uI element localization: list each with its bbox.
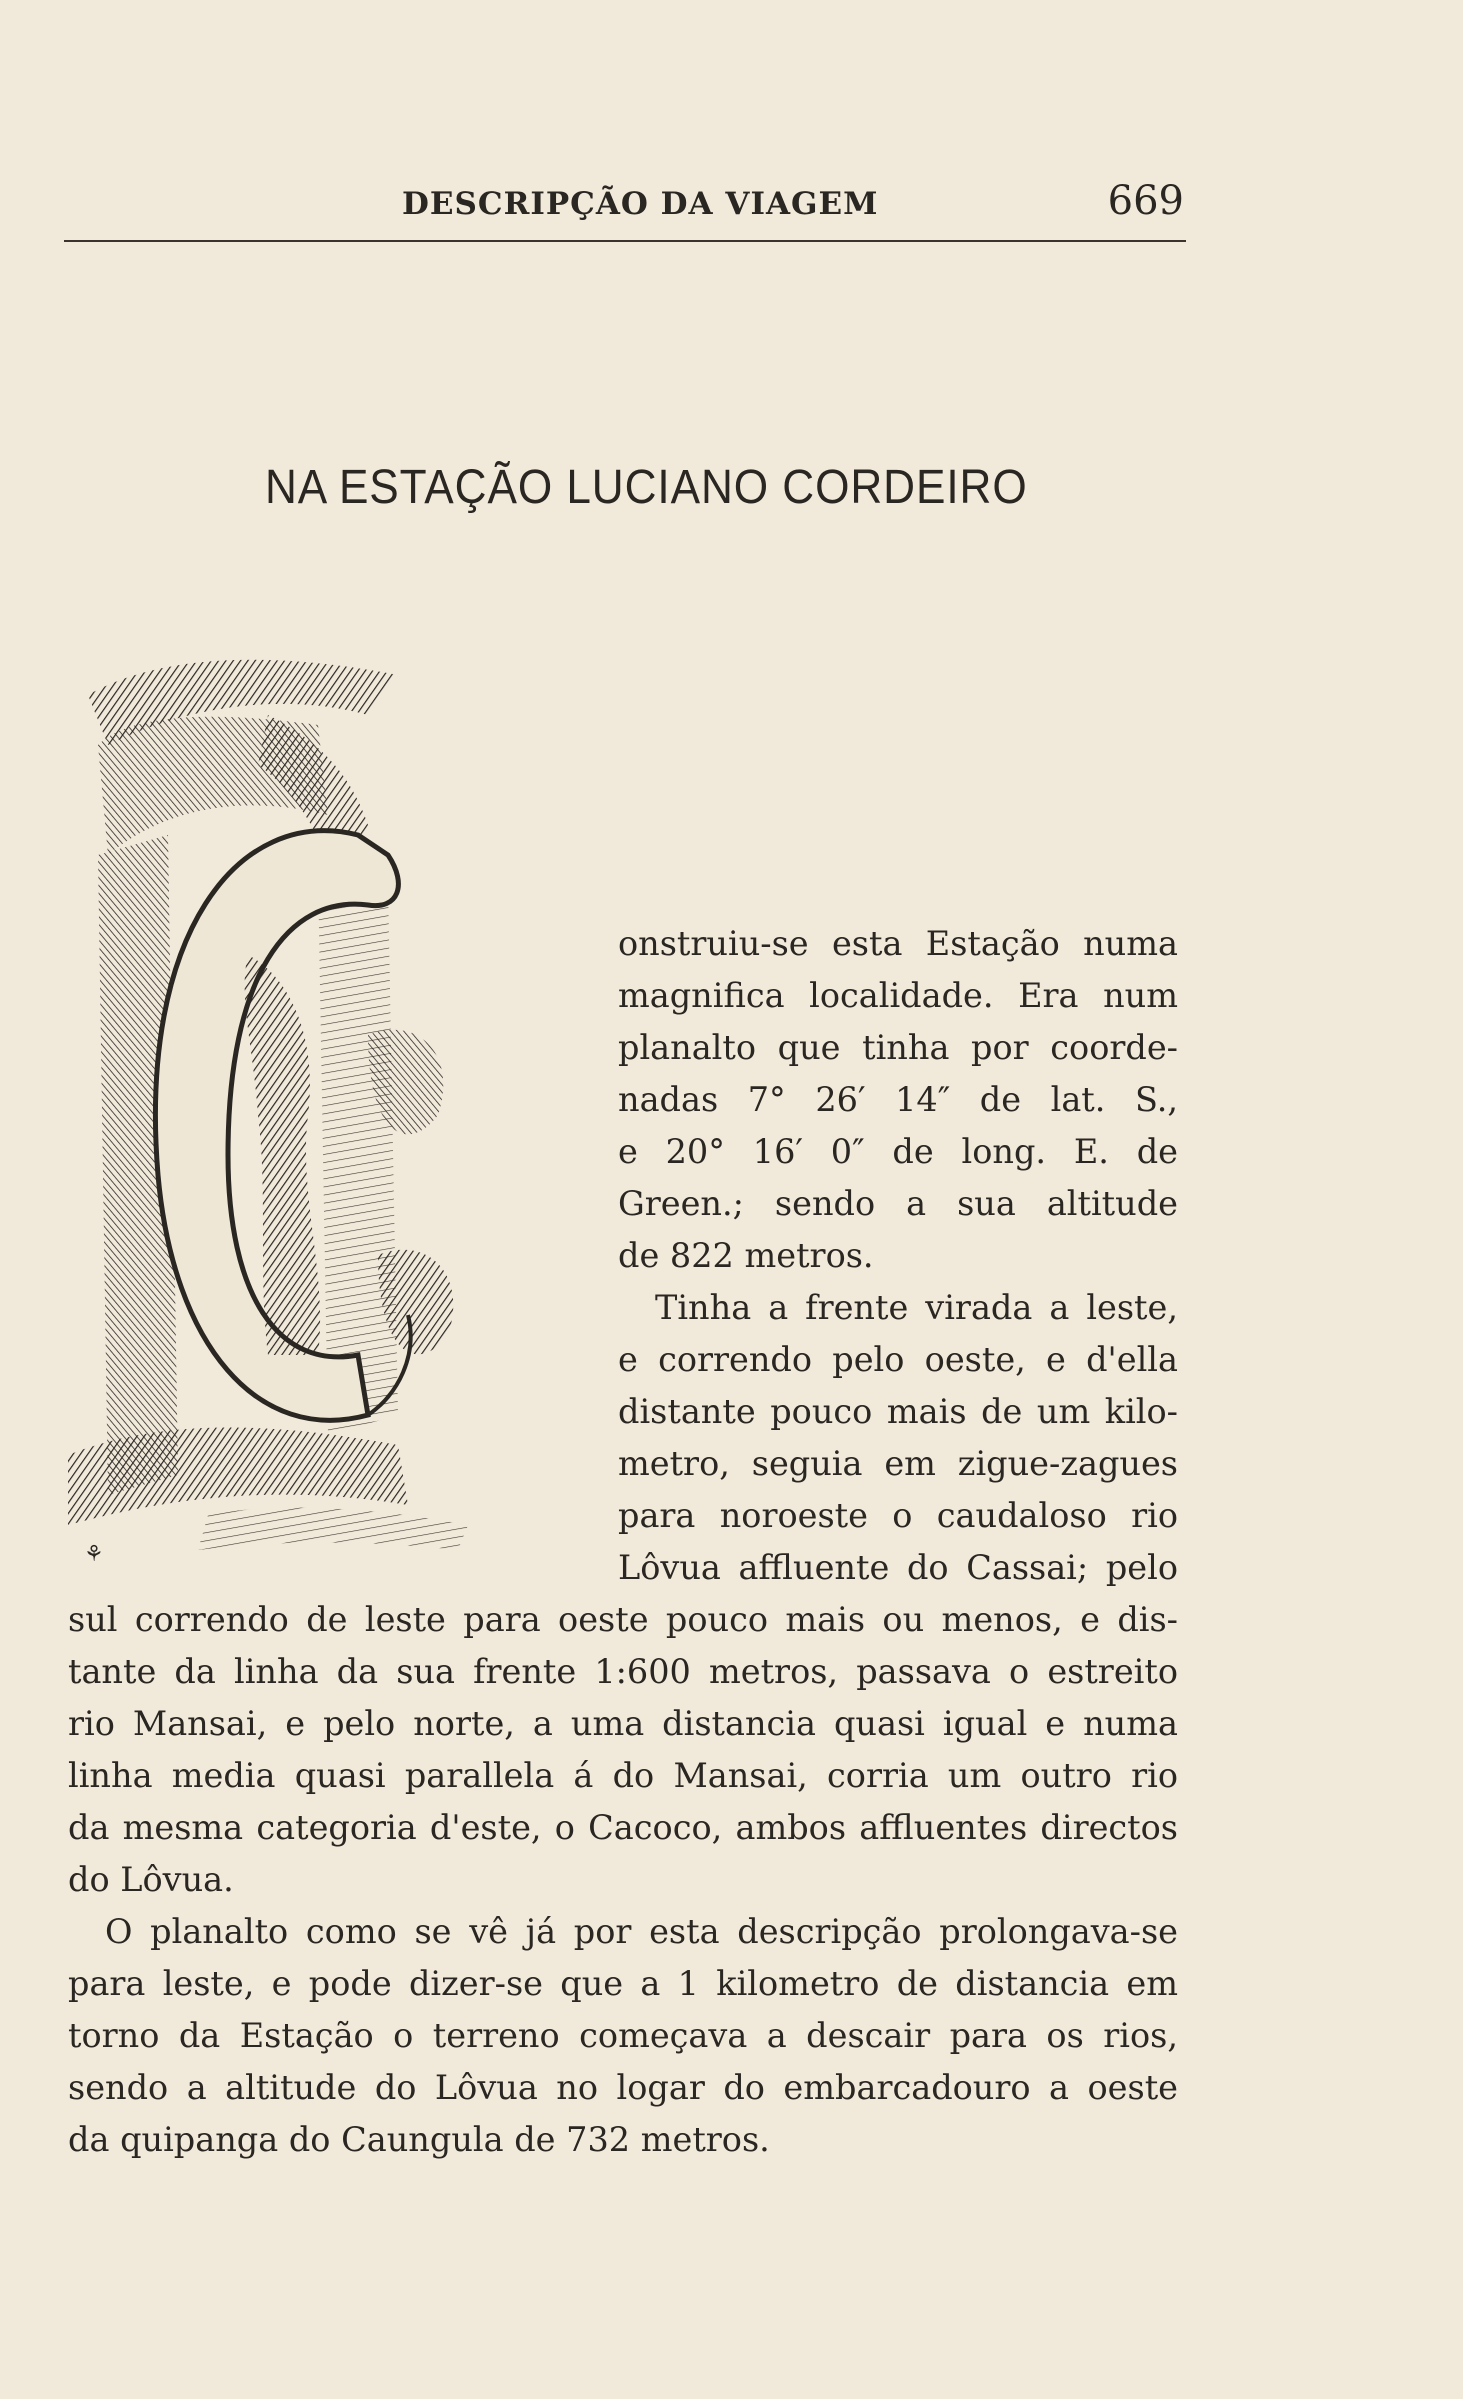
text-line: Lôvua affluente do Cassai; pelo	[618, 1548, 1178, 1587]
text-line: para leste, e pode dizer-se que a 1 kilometro de distancia em	[68, 1964, 1178, 2003]
page-number: 669	[1107, 178, 1184, 224]
text-line: distante pouco mais de um kilo-	[618, 1392, 1178, 1431]
text-line: para noroeste o caudaloso rio	[618, 1496, 1178, 1535]
svg-text:⚘: ⚘	[84, 1542, 104, 1567]
text-line: O planalto como se vê já por esta descripção prolongava-se	[105, 1912, 1178, 1951]
text-line: sendo a altitude do Lôvua no logar do embarcadouro a oeste	[68, 2068, 1178, 2107]
text-line: onstruiu-se esta Estação numa	[618, 924, 1178, 963]
text-line: do Lôvua.	[68, 1860, 234, 1899]
text-line: rio Mansai, e pelo norte, a uma distancia quasi igual e numa	[68, 1704, 1178, 1743]
text-line: torno da Estação o terreno começava a descair para os rios,	[68, 2016, 1178, 2055]
text-line: magnifica localidade. Era num	[618, 976, 1178, 1015]
text-line: nadas 7° 26′ 14″ de lat. S.,	[618, 1080, 1178, 1119]
dropcap-illustration	[68, 655, 588, 1575]
text-line: Green.; sendo a sua altitude	[618, 1184, 1178, 1223]
header-rule	[64, 240, 1186, 242]
running-head	[72, 178, 1184, 228]
text-line: metro, seguia em zigue-zagues	[618, 1444, 1178, 1483]
text-line: da quipanga do Caungula de 732 metros.	[68, 2120, 770, 2159]
text-line: tante da linha da sua frente 1:600 metros, passava o estreito	[68, 1652, 1178, 1691]
text-line: sul correndo de leste para oeste pouco mais ou menos, e dis-	[68, 1600, 1178, 1639]
text-line: de 822 metros.	[618, 1236, 874, 1275]
text-line: planalto que tinha por coorde-	[618, 1028, 1178, 1067]
section-title: NA ESTAÇÃO LUCIANO CORDEIRO	[265, 461, 1028, 514]
text-line: linha media quasi parallela á do Mansai, corria um outro rio	[68, 1756, 1178, 1795]
running-title: DESCRIPÇÃO DA VIAGEM	[402, 186, 879, 222]
text-line: e correndo pelo oeste, e d'ella	[618, 1340, 1178, 1379]
text-line: Tinha a frente virada a leste,	[655, 1288, 1178, 1327]
text-line: da mesma categoria d'este, o Cacoco, ambos affluentes directos	[68, 1808, 1178, 1847]
text-line: e 20° 16′ 0″ de long. E. de	[618, 1132, 1178, 1171]
